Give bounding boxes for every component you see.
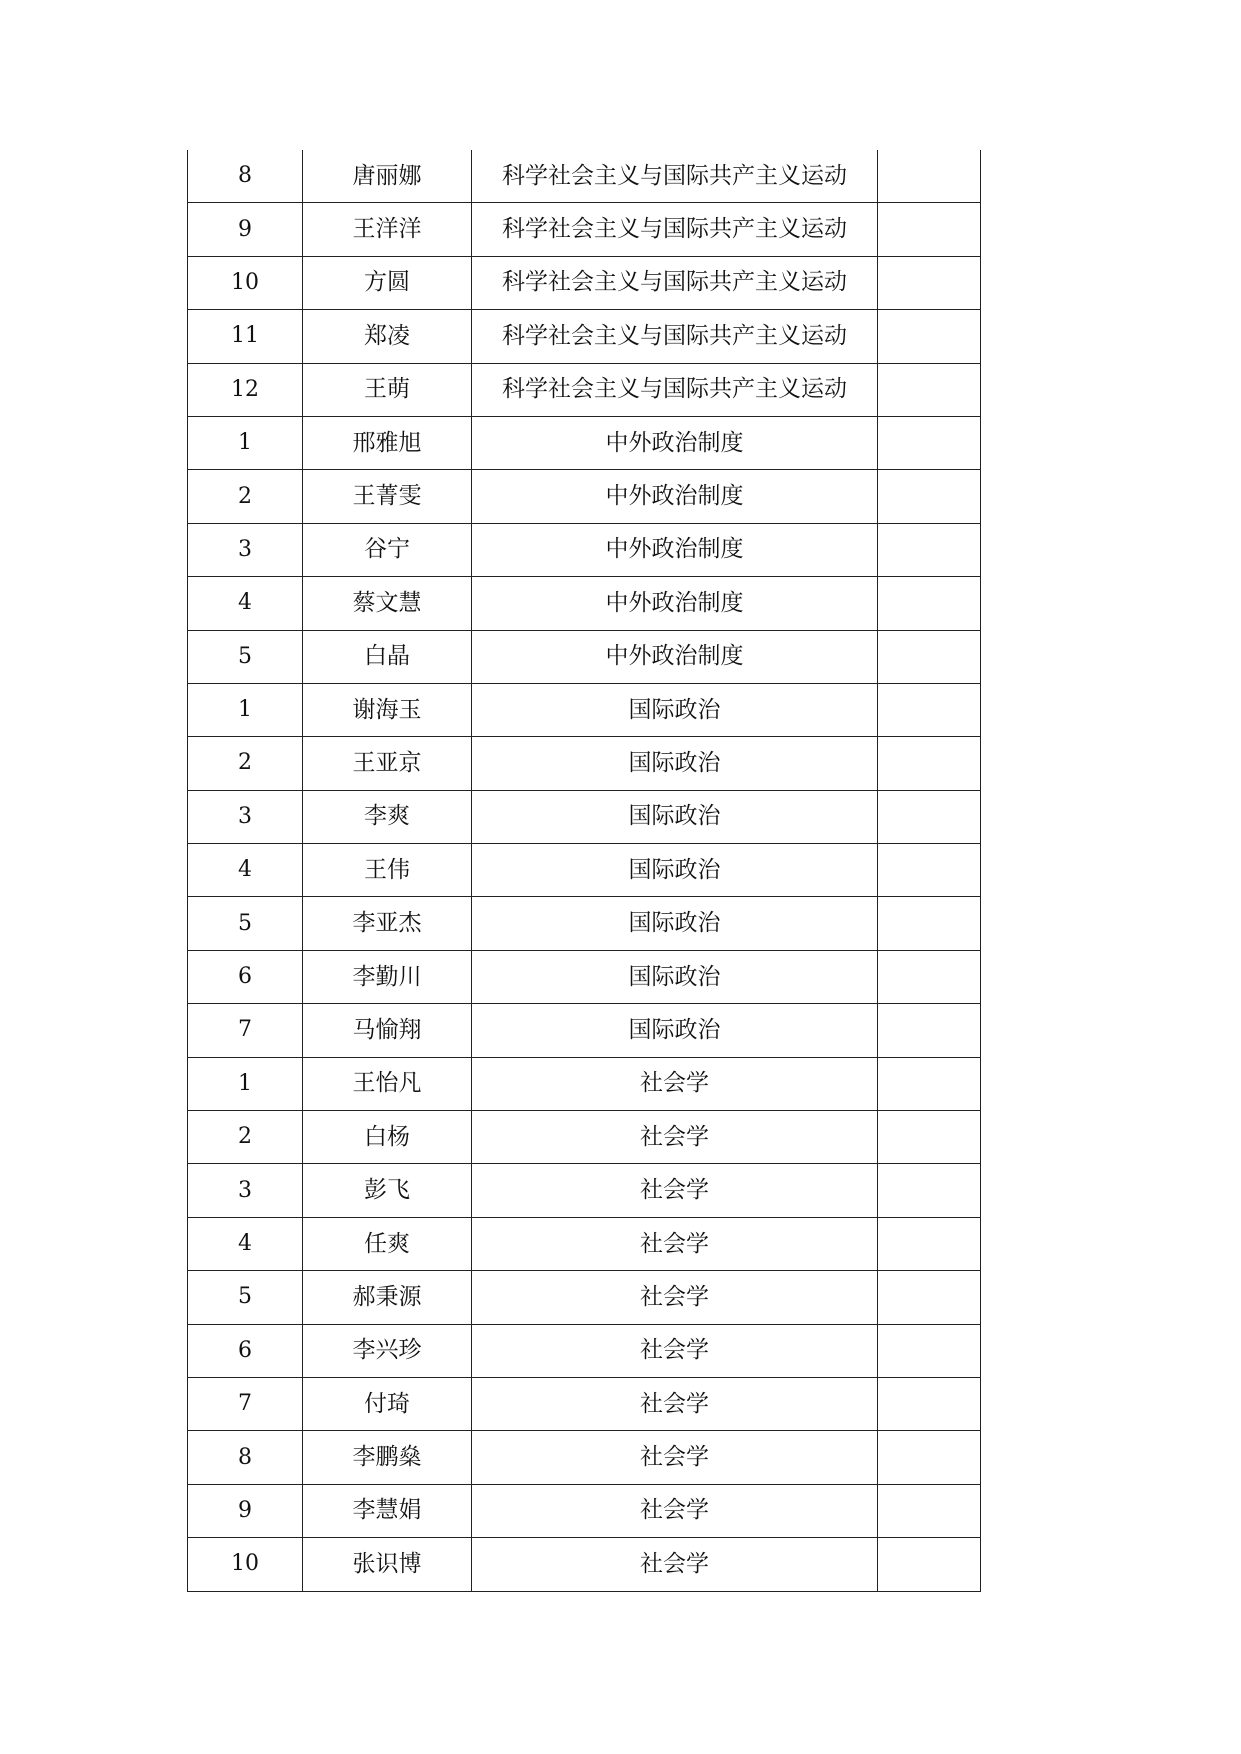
student-name-cell: 彭飞: [303, 1164, 472, 1217]
note-cell: [878, 203, 981, 256]
student-name-cell: 李兴珍: [303, 1324, 472, 1377]
table-row: [188, 150, 981, 203]
row-number-cell: 7: [188, 1377, 303, 1430]
note-cell: [878, 523, 981, 576]
note-cell: [878, 1111, 981, 1164]
student-name-cell: 蔡文慧: [303, 577, 472, 630]
course-name-cell: 科学社会主义与国际共产主义运动: [472, 310, 878, 363]
row-number-cell: 4: [188, 577, 303, 630]
course-name-cell: 中外政治制度: [472, 523, 878, 576]
row-number-cell: 11: [188, 310, 303, 363]
note-cell: [878, 1484, 981, 1537]
student-name-cell: 李勤川: [303, 950, 472, 1003]
student-roster-table: [187, 150, 981, 1592]
row-number-cell: 8: [188, 1431, 303, 1484]
table-row: [188, 256, 981, 309]
course-name-cell: 社会学: [472, 1377, 878, 1430]
student-name-cell: 唐丽娜: [303, 150, 472, 203]
table-row: [188, 1111, 981, 1164]
table-row: [188, 790, 981, 843]
course-name-cell: 社会学: [472, 1484, 878, 1537]
course-name-cell: 国际政治: [472, 683, 878, 736]
note-cell: [878, 950, 981, 1003]
course-name-cell: 社会学: [472, 1217, 878, 1270]
row-number-cell: 6: [188, 950, 303, 1003]
student-name-cell: 白晶: [303, 630, 472, 683]
row-number-cell: 12: [188, 363, 303, 416]
table-row: [188, 1324, 981, 1377]
table-row: [188, 416, 981, 469]
note-cell: [878, 630, 981, 683]
table-row: [188, 1217, 981, 1270]
student-name-cell: 王洋洋: [303, 203, 472, 256]
course-name-cell: 社会学: [472, 1164, 878, 1217]
course-name-cell: 科学社会主义与国际共产主义运动: [472, 150, 878, 203]
table-row: [188, 950, 981, 1003]
note-cell: [878, 1271, 981, 1324]
row-number-cell: 2: [188, 470, 303, 523]
note-cell: [878, 844, 981, 897]
row-number-cell: 2: [188, 737, 303, 790]
student-name-cell: 谷宁: [303, 523, 472, 576]
course-name-cell: 社会学: [472, 1057, 878, 1110]
table-row: [188, 1164, 981, 1217]
row-number-cell: 10: [188, 256, 303, 309]
student-name-cell: 马愉翔: [303, 1004, 472, 1057]
table-row: [188, 577, 981, 630]
student-name-cell: 付琦: [303, 1377, 472, 1430]
student-name-cell: 王伟: [303, 844, 472, 897]
course-name-cell: 中外政治制度: [472, 577, 878, 630]
course-name-cell: 社会学: [472, 1538, 878, 1591]
table-row: [188, 1431, 981, 1484]
row-number-cell: 7: [188, 1004, 303, 1057]
note-cell: [878, 363, 981, 416]
note-cell: [878, 1431, 981, 1484]
student-name-cell: 王菁雯: [303, 470, 472, 523]
row-number-cell: 3: [188, 523, 303, 576]
row-number-cell: 5: [188, 897, 303, 950]
student-name-cell: 王怡凡: [303, 1057, 472, 1110]
row-number-cell: 2: [188, 1111, 303, 1164]
student-name-cell: 李慧娟: [303, 1484, 472, 1537]
course-name-cell: 国际政治: [472, 950, 878, 1003]
course-name-cell: 科学社会主义与国际共产主义运动: [472, 363, 878, 416]
row-number-cell: 8: [188, 150, 303, 203]
table-row: [188, 1484, 981, 1537]
student-name-cell: 李亚杰: [303, 897, 472, 950]
row-number-cell: 9: [188, 1484, 303, 1537]
table-row: [188, 1271, 981, 1324]
row-number-cell: 4: [188, 844, 303, 897]
note-cell: [878, 1217, 981, 1270]
row-number-cell: 6: [188, 1324, 303, 1377]
note-cell: [878, 1164, 981, 1217]
table-row: [188, 470, 981, 523]
note-cell: [878, 1057, 981, 1110]
student-name-cell: 方圆: [303, 256, 472, 309]
row-number-cell: 5: [188, 630, 303, 683]
table-row: [188, 1538, 981, 1591]
table-row: [188, 630, 981, 683]
student-name-cell: 李鹏燊: [303, 1431, 472, 1484]
table-row: [188, 737, 981, 790]
student-name-cell: 王亚京: [303, 737, 472, 790]
table-row: [188, 523, 981, 576]
student-name-cell: 王萌: [303, 363, 472, 416]
roster-body: [188, 150, 981, 1591]
student-name-cell: 郝秉源: [303, 1271, 472, 1324]
course-name-cell: 社会学: [472, 1324, 878, 1377]
student-name-cell: 郑凌: [303, 310, 472, 363]
course-name-cell: 社会学: [472, 1111, 878, 1164]
table-row: [188, 683, 981, 736]
table-row: [188, 363, 981, 416]
row-number-cell: 3: [188, 790, 303, 843]
student-name-cell: 白杨: [303, 1111, 472, 1164]
course-name-cell: 国际政治: [472, 1004, 878, 1057]
note-cell: [878, 737, 981, 790]
table-row: [188, 844, 981, 897]
note-cell: [878, 790, 981, 843]
table-row: [188, 310, 981, 363]
note-cell: [878, 1377, 981, 1430]
student-name-cell: 张识博: [303, 1538, 472, 1591]
course-name-cell: 中外政治制度: [472, 416, 878, 469]
student-name-cell: 邢雅旭: [303, 416, 472, 469]
note-cell: [878, 256, 981, 309]
student-name-cell: 任爽: [303, 1217, 472, 1270]
table-row: [188, 897, 981, 950]
note-cell: [878, 1538, 981, 1591]
note-cell: [878, 683, 981, 736]
note-cell: [878, 150, 981, 203]
row-number-cell: 9: [188, 203, 303, 256]
table-row: [188, 1057, 981, 1110]
course-name-cell: 中外政治制度: [472, 470, 878, 523]
row-number-cell: 10: [188, 1538, 303, 1591]
row-number-cell: 1: [188, 683, 303, 736]
row-number-cell: 3: [188, 1164, 303, 1217]
note-cell: [878, 310, 981, 363]
student-name-cell: 李爽: [303, 790, 472, 843]
course-name-cell: 国际政治: [472, 790, 878, 843]
course-name-cell: 国际政治: [472, 844, 878, 897]
table-row: [188, 1004, 981, 1057]
note-cell: [878, 416, 981, 469]
note-cell: [878, 1004, 981, 1057]
note-cell: [878, 577, 981, 630]
course-name-cell: 中外政治制度: [472, 630, 878, 683]
row-number-cell: 1: [188, 416, 303, 469]
course-name-cell: 国际政治: [472, 737, 878, 790]
course-name-cell: 科学社会主义与国际共产主义运动: [472, 256, 878, 309]
course-name-cell: 社会学: [472, 1271, 878, 1324]
table-row: [188, 203, 981, 256]
table-row: [188, 1377, 981, 1430]
note-cell: [878, 897, 981, 950]
row-number-cell: 4: [188, 1217, 303, 1270]
course-name-cell: 社会学: [472, 1431, 878, 1484]
course-name-cell: 国际政治: [472, 897, 878, 950]
row-number-cell: 5: [188, 1271, 303, 1324]
note-cell: [878, 1324, 981, 1377]
course-name-cell: 科学社会主义与国际共产主义运动: [472, 203, 878, 256]
note-cell: [878, 470, 981, 523]
row-number-cell: 1: [188, 1057, 303, 1110]
student-name-cell: 谢海玉: [303, 683, 472, 736]
